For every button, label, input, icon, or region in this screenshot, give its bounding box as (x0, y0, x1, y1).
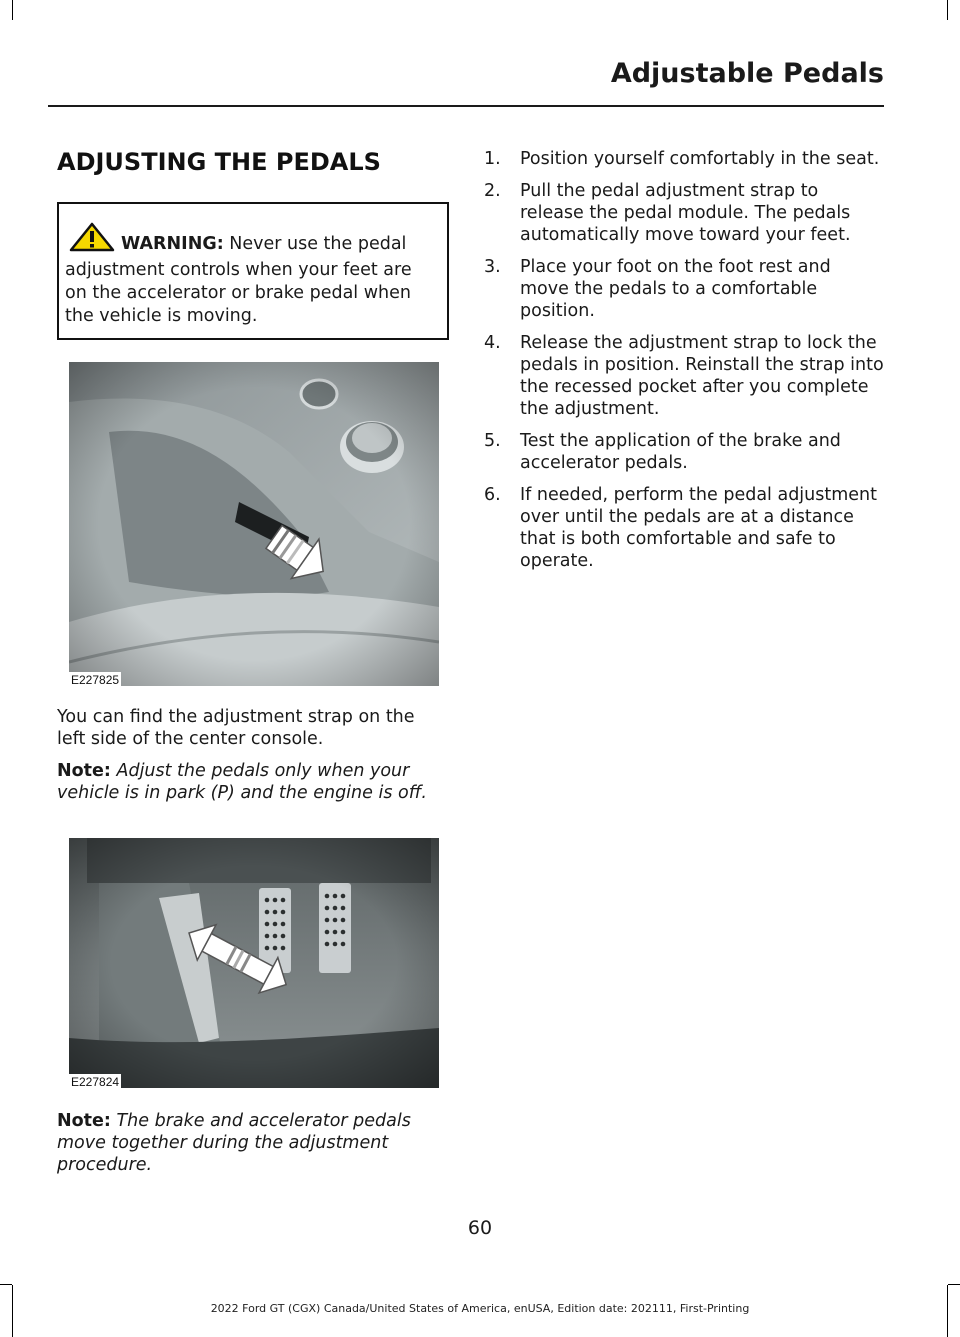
warning-box (57, 202, 449, 340)
note-park (57, 760, 445, 804)
page-header-title: Adjustable Pedals (610, 58, 884, 89)
figure-console-strap (69, 362, 439, 686)
note-label: Note: (57, 1111, 111, 1131)
crop-mark-bottom-left-h (0, 1284, 12, 1285)
warning-label: WARNING: (121, 234, 224, 254)
list-item: 4. Release the adjustment strap to lock the pedals in position. Reinstall the strap into the recessed pocket after you complete the adjustment. (484, 333, 884, 419)
warning-triangle-icon (69, 222, 115, 259)
footer-edition: 2022 Ford GT (CGX) Canada/United States of America, enUSA, Edition date: 202111, First-Printing (210, 1302, 750, 1315)
list-item: 6. If needed, perform the pedal adjustment over until the pedals are at a distance that is both comfortable and safe to operate. (484, 485, 877, 571)
note-text: The brake and accelerator pedals move together during the adjustment procedure. (57, 1111, 411, 1175)
figure-code: E227824 (71, 1075, 120, 1089)
strap-location-text: You can find the adjustment strap on the left side of the center console. (57, 707, 415, 749)
list-item: 3. Place your foot on the foot rest and move the pedals to a comfortable position. (484, 257, 831, 321)
header-rule (48, 105, 884, 107)
crop-mark-top-right-v (947, 0, 948, 20)
list-item: 2. Pull the pedal adjustment strap to release the pedal module. The pedals automatically move toward your feet. (484, 181, 851, 245)
right-column (484, 148, 884, 582)
list-item: 1. Position yourself comfortably in the seat. (484, 149, 880, 169)
section-title: ADJUSTING THE PEDALS (57, 148, 381, 176)
note-label: Note: (57, 761, 111, 781)
note-text: Adjust the pedals only when your vehicle is in park (P) and the engine is off. (57, 761, 427, 803)
left-column (57, 148, 445, 1176)
list-item: 5. Test the application of the brake and accelerator pedals. (484, 431, 841, 473)
warning-text: Never use the pedal adjustment controls when your feet are on the accelerator or brake pedal when the vehicle is moving. (65, 234, 412, 326)
console-illustration (69, 362, 439, 686)
crop-mark-bottom-right-h (948, 1284, 960, 1285)
figure-code: E227825 (71, 673, 120, 687)
pedals-illustration (69, 838, 439, 1088)
crop-mark-top-left-v (12, 0, 13, 20)
figure-pedals (69, 838, 439, 1088)
page-number: 60 (467, 1217, 493, 1239)
steps-list (484, 148, 884, 572)
note-together (57, 1110, 445, 1176)
